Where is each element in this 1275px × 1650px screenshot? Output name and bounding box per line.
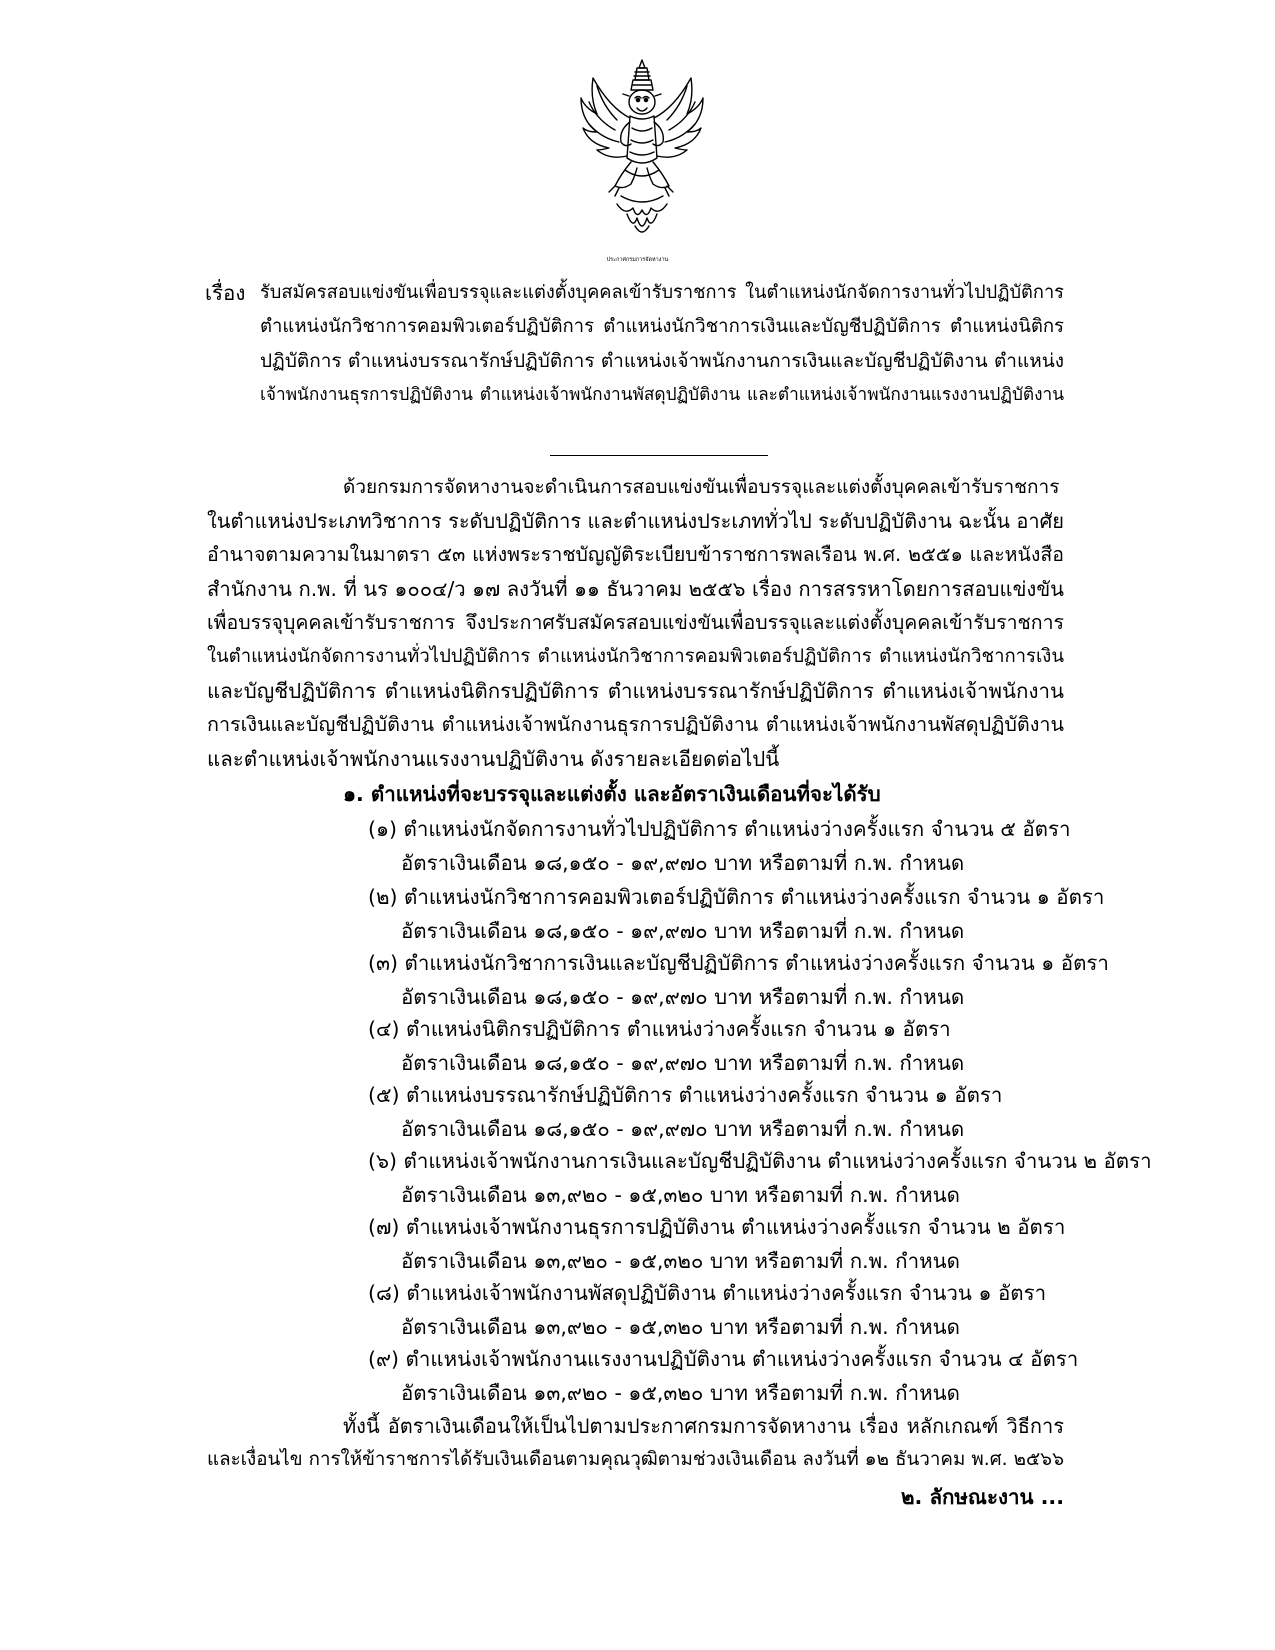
intro-line: อำนาจตามความในมาตรา ๕๓ แห่งพระราชบัญญัติระเบียบข้าราชการพลเรือน พ.ศ. ๒๕๕๑ และหนังสือ [207, 543, 1064, 566]
intro-line: สำนักงาน ก.พ. ที่ นร ๑๐๐๔/ว ๑๗ ลงวันที่ ๑๑ ธันวาคม ๒๕๕๖ เรื่อง การสรรหาโดยการสอบแข่งขัน [207, 577, 1064, 601]
announcement-title: ประกาศกรมการจัดหางาน [606, 257, 669, 263]
position-salary: อัตราเงินเดือน ๑๘,๑๕๐ - ๑๙,๙๗๐ บาท หรือตามที่ ก.พ. กำหนด [401, 1117, 965, 1141]
position-title: (๘) ตำแหน่งเจ้าพนักงานพัสดุปฏิบัติงาน ตำแหน่งว่างครั้งแรก จำนวน ๑ อัตรา [368, 1281, 1047, 1305]
position-title: (๒) ตำแหน่งนักวิชาการคอมพิวเตอร์ปฏิบัติการ ตำแหน่งว่างครั้งแรก จำนวน ๑ อัตรา [368, 885, 1105, 909]
intro-line: การเงินและบัญชีปฏิบัติงาน ตำแหน่งเจ้าพนักงานธุรการปฏิบัติงาน ตำแหน่งเจ้าพนักงานพัสดุปฏิบัติงาน [207, 713, 1064, 736]
position-title: (๑) ตำแหน่งนักจัดการงานทั่วไปปฏิบัติการ ตำแหน่งว่างครั้งแรก จำนวน ๕ อัตรา [368, 817, 1071, 841]
position-salary: อัตราเงินเดือน ๑๓,๙๒๐ - ๑๕,๓๒๐ บาท หรือตามที่ ก.พ. กำหนด [401, 1315, 960, 1339]
intro-line: และบัญชีปฏิบัติการ ตำแหน่งนิติกรปฏิบัติการ ตำแหน่งบรรณารักษ์ปฏิบัติการ ตำแหน่งเจ้าพนักงาน [207, 679, 1064, 703]
intro-line: ในตำแหน่งนักจัดการงานทั่วไปปฏิบัติการ ตำแหน่งนักวิชาการคอมพิวเตอร์ปฏิบัติการ ตำแหน่งนักวิชาการเงิน [207, 646, 1064, 667]
intro-line: ในตำแหน่งประเภทวิชาการ ระดับปฏิบัติการ และตำแหน่งประเภททั่วไป ระดับปฏิบัติงาน ฉะนั้น อาศัย [207, 509, 1064, 533]
section-heading: ๑. ตำแหน่งที่จะบรรจุและแต่งตั้ง และอัตราเงินเดือนที่จะได้รับ [343, 782, 881, 806]
position-salary: อัตราเงินเดือน ๑๓,๙๒๐ - ๑๕,๓๒๐ บาท หรือตามที่ ก.พ. กำหนด [401, 1183, 960, 1207]
position-salary: อัตราเงินเดือน ๑๓,๙๒๐ - ๑๕,๓๒๐ บาท หรือตามที่ ก.พ. กำหนด [401, 1249, 960, 1273]
subject-line: ปฏิบัติการ ตำแหน่งบรรณารักษ์ปฏิบัติการ ตำแหน่งเจ้าพนักงานการเงินและบัญชีปฏิบัติงาน ตำแหน่ง [260, 350, 1064, 372]
position-salary: อัตราเงินเดือน ๑๘,๑๕๐ - ๑๙,๙๗๐ บาท หรือตามที่ ก.พ. กำหนด [401, 985, 965, 1009]
position-title: (๔) ตำแหน่งนิติกรปฏิบัติการ ตำแหน่งว่างครั้งแรก จำนวน ๑ อัตรา [368, 1017, 951, 1041]
position-salary: อัตราเงินเดือน ๑๘,๑๕๐ - ๑๙,๙๗๐ บาท หรือตามที่ ก.พ. กำหนด [401, 851, 965, 875]
position-title: (๙) ตำแหน่งเจ้าพนักงานแรงงานปฏิบัติงาน ตำแหน่งว่างครั้งแรก จำนวน ๔ อัตรา [368, 1347, 1079, 1371]
intro-line: เพื่อบรรจุบุคคลเข้ารับราชการ จึงประกาศรับสมัครสอบแข่งขันเพื่อบรรจุและแต่งตั้งบุคคลเข้ารับราชการ [207, 611, 1064, 634]
position-salary: อัตราเงินเดือน ๑๘,๑๕๐ - ๑๙,๙๗๐ บาท หรือตามที่ ก.พ. กำหนด [401, 1051, 965, 1075]
garuda-emblem-icon [575, 58, 710, 238]
subject-line: รับสมัครสอบแข่งขันเพื่อบรรจุและแต่งตั้งบุคคลเข้ารับราชการ ในตำแหน่งนักจัดการงานทั่วไปปฏิบัติการ [260, 282, 1064, 303]
closing-line: ทั้งนี้ อัตราเงินเดือนให้เป็นไปตามประกาศกรมการจัดหางาน เรื่อง หลักเกณฑ์ วิธีการ [343, 1414, 1064, 1438]
position-title: (๓) ตำแหน่งนักวิชาการเงินและบัญชีปฏิบัติการ ตำแหน่งว่างครั้งแรก จำนวน ๑ อัตรา [368, 951, 1109, 975]
position-title: (๗) ตำแหน่งเจ้าพนักงานธุรการปฏิบัติงาน ตำแหน่งว่างครั้งแรก จำนวน ๒ อัตรา [368, 1215, 1066, 1239]
position-salary: อัตราเงินเดือน ๑๘,๑๕๐ - ๑๙,๙๗๐ บาท หรือตามที่ ก.พ. กำหนด [401, 919, 965, 943]
subject-line: เจ้าพนักงานธุรการปฏิบัติงาน ตำแหน่งเจ้าพนักงานพัสดุปฏิบัติงาน และตำแหน่งเจ้าพนักงานแรงงานปฏิบัติงาน [260, 385, 1064, 405]
intro-line: และตำแหน่งเจ้าพนักงานแรงงานปฏิบัติงาน ดังรายละเอียดต่อไปนี้ [207, 747, 780, 771]
continuation-marker: ๒. ลักษณะงาน ... [901, 1485, 1064, 1509]
subject-label: เรื่อง [205, 281, 246, 305]
divider-rule [550, 455, 768, 456]
intro-line: ด้วยกรมการจัดหางานจะดำเนินการสอบแข่งขันเพื่อบรรจุและแต่งตั้งบุคคลเข้ารับราชการ [343, 476, 1060, 498]
position-salary: อัตราเงินเดือน ๑๓,๙๒๐ - ๑๕,๓๒๐ บาท หรือตามที่ ก.พ. กำหนด [401, 1381, 960, 1405]
position-title: (๕) ตำแหน่งบรรณารักษ์ปฏิบัติการ ตำแหน่งว่างครั้งแรก จำนวน ๑ อัตรา [368, 1083, 1003, 1107]
closing-line: และเงื่อนไข การให้ข้าราชการได้รับเงินเดือนตามคุณวุฒิตามช่วงเงินเดือน ลงวันที่ ๑๒ ธันวาคม พ.ศ. ๒๕๖๖ [207, 1449, 1064, 1470]
position-title: (๖) ตำแหน่งเจ้าพนักงานการเงินและบัญชีปฏิบัติงาน ตำแหน่งว่างครั้งแรก จำนวน ๒ อัตรา [368, 1149, 1152, 1173]
subject-line: ตำแหน่งนักวิชาการคอมพิวเตอร์ปฏิบัติการ ตำแหน่งนักวิชาการเงินและบัญชีปฏิบัติการ ตำแหน่งนิติกร [260, 316, 1064, 337]
